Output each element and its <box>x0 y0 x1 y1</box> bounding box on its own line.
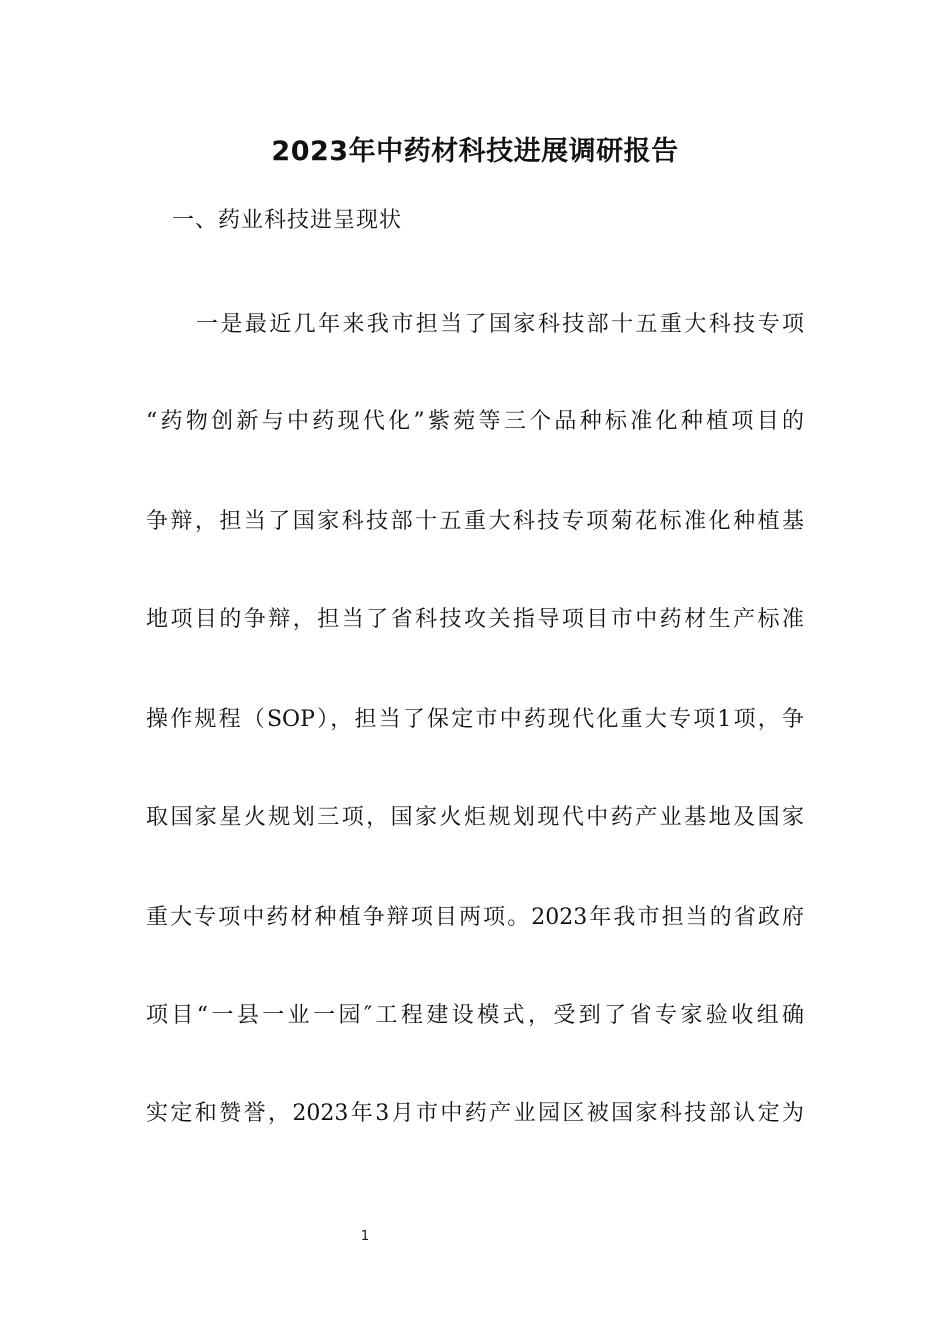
paragraph-line: 项目“一县一业一园″工程建设模式，受到了省专家验收组确 <box>146 1003 804 1028</box>
paragraph-line: 地项目的争辩，担当了省科技攻关指导项目市中药材生产标准 <box>146 607 804 632</box>
document-title: 2023年中药材科技进展调研报告 <box>271 136 679 167</box>
paragraph-line: 一是最近几年来我市担当了国家科技部十五重大科技专项 <box>196 312 804 337</box>
paragraph-line: 操作规程（SOP），担当了保定市中药现代化重大专项1项，争 <box>146 707 804 732</box>
paragraph-line: 实定和赞誉，2023年3月市中药产业园区被国家科技部认定为 <box>146 1101 804 1126</box>
paragraph-line: 争辩，担当了国家科技部十五重大科技专项菊花标准化种植基 <box>146 509 804 534</box>
paragraph-line: 重大专项中药材种植争辩项目两项。2023年我市担当的省政府 <box>146 905 804 930</box>
page-number: 1 <box>360 1229 370 1244</box>
paragraph-line: 取国家星火规划三项，国家火炬规划现代中药产业基地及国家 <box>146 805 804 830</box>
section-heading: 一、药业科技进呈现状 <box>172 208 403 233</box>
paragraph-line: “药物创新与中药现代化”紫菀等三个品种标准化种植项目的 <box>146 409 804 434</box>
